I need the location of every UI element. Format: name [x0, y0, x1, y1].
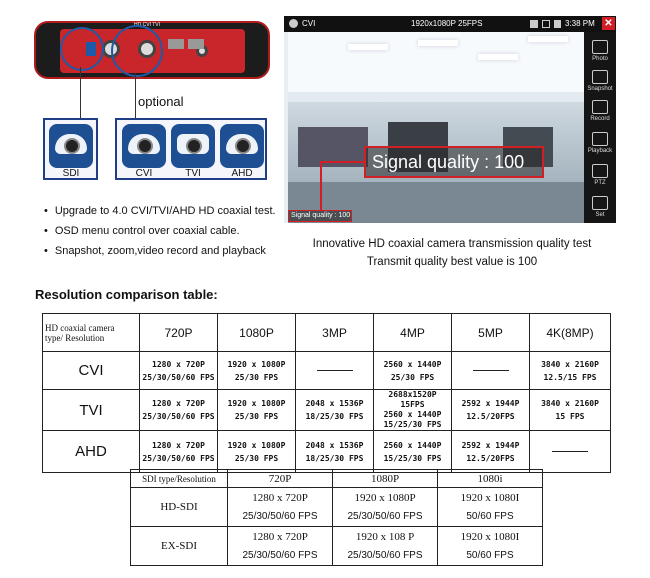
table-cell: 2592 x 1944P 12.5/20FPS	[452, 390, 530, 431]
table-cell: 1280 x 720P 25/30/50/60 FPS	[228, 527, 333, 566]
rj45-port-icon	[168, 39, 184, 49]
zoom-callout-line	[320, 161, 322, 210]
table-cell: 1280 x 720P 25/30/50/60 FPS	[140, 390, 218, 431]
table-cell: 2688x1520P 15FPS 2560 x 1440P 15/25/30 FPS	[374, 390, 452, 431]
table-cell: 3840 x 2160P 15 FPS	[530, 390, 611, 431]
feature-bullet: • OSD menu control over coaxial cable.	[44, 225, 240, 237]
battery-icon	[554, 20, 561, 28]
sdi-camera-icon	[49, 124, 93, 168]
sdi-port-callout	[60, 27, 104, 71]
sidebar-item-snapshot[interactable]: Snapshot	[584, 70, 616, 92]
optional-label: optional	[138, 94, 184, 109]
hd-camera-box	[115, 118, 267, 180]
column-header: 720P	[228, 470, 333, 488]
column-header: 4MP	[374, 314, 452, 352]
table-cell: 1280 x 720P 25/30/50/60 FPS	[140, 431, 218, 473]
app-name: CVI	[302, 19, 316, 28]
dash-mark	[473, 370, 509, 371]
table-cell-empty	[530, 431, 611, 473]
ceiling-camera-icon	[220, 124, 264, 168]
screen-caption-1: Innovative HD coaxial camera transmission quality test	[312, 238, 592, 250]
device-port-label: HD CVI TVI	[134, 22, 161, 28]
resolution-table-title: Resolution comparison table:	[35, 287, 218, 302]
table-row	[131, 488, 543, 527]
row-header: TVI	[43, 390, 140, 431]
row-header: CVI	[43, 352, 140, 390]
resolution-readout: 1920x1080P 25FPS	[411, 19, 483, 28]
screen-caption-2: Transmit quality best value is 100	[366, 256, 538, 268]
column-header: 1080P	[218, 314, 296, 352]
cam-type-label: TVI	[185, 168, 201, 179]
rj45-port-icon	[188, 39, 204, 49]
zoom-callout-line	[320, 161, 364, 163]
clock: 3:38 PM	[565, 19, 595, 28]
column-header: 720P	[140, 314, 218, 352]
feature-bullet: • Upgrade to 4.0 CVI/TVI/AHD HD coaxial test.	[44, 205, 276, 217]
sidebar-item-set[interactable]: Set	[584, 196, 616, 218]
dash-mark	[552, 451, 588, 452]
row-header: HD-SDI	[131, 488, 228, 527]
column-header: 1080P	[333, 470, 438, 488]
close-icon[interactable]: ✕	[602, 17, 615, 30]
sidebar-item-photo[interactable]: Photo	[584, 40, 616, 62]
table-cell: 2560 x 1440P 25/30 FPS	[374, 352, 452, 390]
record-icon	[592, 100, 608, 114]
sidebar-item-ptz[interactable]: PTZ	[584, 164, 616, 186]
signal-quality-readout: Signal quality : 100	[288, 210, 352, 222]
table-row	[43, 352, 611, 390]
table-cell: 1920 x 1080P 25/30/50/60 FPS	[333, 488, 438, 527]
app-icon	[289, 19, 298, 28]
dome-camera-icon	[122, 124, 166, 168]
sdi-camera-box	[43, 118, 98, 180]
screen-sidebar	[584, 32, 616, 223]
table-corner: HD coaxial camera type/ Resolution	[43, 314, 140, 352]
sidebar-item-record[interactable]: Record	[584, 100, 616, 122]
table-cell: 3840 x 2160P 12.5/15 FPS	[530, 352, 611, 390]
dash-mark	[317, 370, 353, 371]
table-cell: 1280 x 720P 25/30/50/60 FPS	[228, 488, 333, 527]
column-header: 5MP	[452, 314, 530, 352]
callout-line	[80, 67, 81, 119]
feature-bullet: • Snapshot, zoom,video record and playback	[44, 245, 266, 257]
table-cell-empty	[296, 352, 374, 390]
table-cell: 2048 x 1536P 18/25/30 FPS	[296, 431, 374, 473]
sd-card-icon	[530, 20, 538, 28]
bullet-camera-icon	[171, 124, 215, 168]
signal-quality-zoom: Signal quality : 100	[364, 146, 544, 178]
table-cell: 2048 x 1536P 18/25/30 FPS	[296, 390, 374, 431]
table-row	[131, 527, 543, 566]
hd-port-callout	[111, 25, 163, 77]
camera-feed-image	[288, 32, 584, 223]
cam-type-label: CVI	[135, 168, 153, 179]
sdi-table-corner: SDI type/Resolution	[131, 470, 228, 488]
table-cell: 2560 x 1440P 15/25/30 FPS	[374, 431, 452, 473]
table-row	[43, 431, 611, 473]
table-cell: 1920 x 1080P 25/30 FPS	[218, 431, 296, 473]
tools-icon	[592, 196, 608, 210]
column-header: 3MP	[296, 314, 374, 352]
sdi-table	[130, 469, 543, 566]
row-header: AHD	[43, 431, 140, 473]
sidebar-item-playback[interactable]: Playback	[584, 132, 616, 154]
camera-icon	[592, 70, 608, 84]
resolution-table	[42, 313, 611, 473]
tester-screen	[284, 16, 616, 223]
column-header: 4K(8MP)	[530, 314, 611, 352]
row-header: EX-SDI	[131, 527, 228, 566]
table-cell-empty	[452, 352, 530, 390]
table-cell: 1920 x 108 P 25/30/50/60 FPS	[333, 527, 438, 566]
table-row	[43, 390, 611, 431]
callout-line	[135, 73, 136, 119]
screen-status-bar	[284, 16, 616, 32]
wifi-icon	[542, 20, 550, 28]
column-header: 1080i	[438, 470, 543, 488]
photo-icon	[592, 40, 608, 54]
table-cell: 1920 x 1080P 25/30 FPS	[218, 352, 296, 390]
sdi-label: SDI	[62, 168, 80, 179]
playback-icon	[592, 132, 608, 146]
table-cell: 1920 x 1080P 25/30 FPS	[218, 390, 296, 431]
ptz-icon	[592, 164, 608, 178]
table-cell: 1920 x 1080I 50/60 FPS	[438, 527, 543, 566]
cam-type-label: AHD	[231, 168, 253, 179]
table-cell: 1280 x 720P 25/30/50/60 FPS	[140, 352, 218, 390]
table-cell: 2592 x 1944P 12.5/20FPS	[452, 431, 530, 473]
table-cell: 1920 x 1080I 50/60 FPS	[438, 488, 543, 527]
